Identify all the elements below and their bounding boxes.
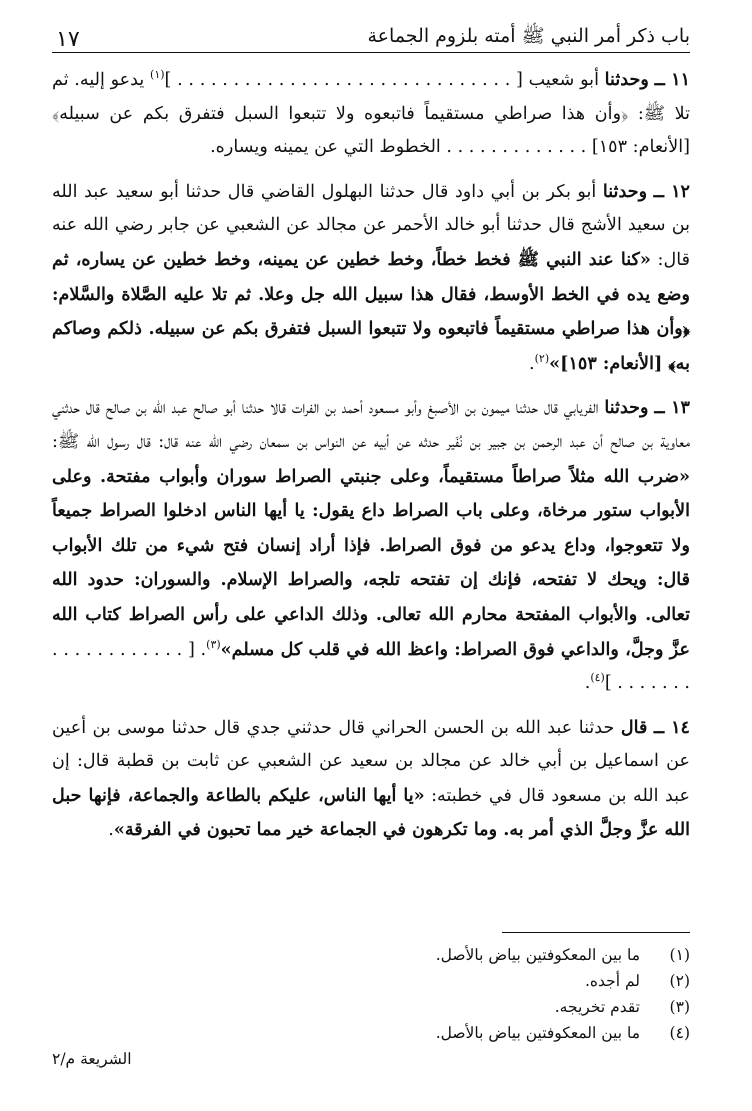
footnote-ref: (١) [150,68,165,82]
footnote-item [50,1020,690,1046]
book-page [52,20,690,1095]
footnote-number: (٤) [669,1024,690,1042]
hadith-lead-word: وحدثنا [604,69,649,90]
hadith-lead-word: وحدثنا [604,397,649,419]
page-body [52,63,690,848]
hadith-tail: . [584,673,591,694]
hadith-paragraph-12 [52,175,690,382]
footnote-ref: (٤) [590,671,605,685]
hadith-lead-word: قال [620,716,648,738]
hadith-isnad: الفريابي قال حدثنا ميمون بن الأصبغ وأبو مسعود أحمد بن الفرات قالا حدثنا أبو صالح عبد الله بن صالح قال حدثني معاوية بن صالح أن عبد الرحمن بن جبير بن نُفَير حدثه عن أبيه عن النواس بن سمعان رضي الله عنه قال: قال رسول الله ﷺ: [52,398,690,452]
footnote-item [50,942,690,968]
chapter-title: باب ذكر أمر النبي ﷺ أمته بلزوم الجماعة [367,25,690,47]
footnote-item [50,968,690,994]
footnote-number: (١) [669,946,690,964]
footnote-text: ما بين المعكوفتين بياض بالأصل. [435,1024,640,1042]
hadith-text: أبو شعيب [ . . . . . . . . . . . . . . . . . . . . . . . . . . . . . . ] [164,70,605,90]
page-number: ١٧ [56,27,80,52]
hadith-matn: «يا أيها الناس، عليكم بالطاعة والجماعة، فإنها حبل الله عزَّ وجلَّ الذي أمر به. وما تكرهون في الجماعة خير مما تحبون في الفرقة» [52,784,690,841]
hadith-number: ١٣ ــ [654,397,690,419]
footnote-text: تقدم تخريجه. [554,998,640,1016]
hadith-lead-word: وحدثنا [602,180,648,202]
hadith-text: يدعو إليه. ثم تلا ﷺ: ﴿وأن هذا صراطي مستقيماً فاتبعوه ولا تتبعوا السبل فتفرق بكم عن سبيله﴾ [الأنعام: ١٥٣] . . . . . . . . . . . . . الخطوط التي عن يمينه ويساره. [52,70,690,158]
hadith-tail: . [ . . . . . . . . . . . . . . . . . . . ] [52,639,690,694]
running-head [52,20,690,53]
footnotes [50,942,690,1046]
hadith-paragraph-14 [52,711,690,848]
hadith-tail: . [529,353,535,374]
footnote-item [50,994,690,1020]
hadith-number: ١٤ ــ [653,716,691,738]
hadith-paragraph-11 [52,63,690,165]
hadith-number: ١١ ــ [654,69,691,90]
hadith-tail: . [108,820,114,841]
footnote-number: (٣) [669,998,690,1016]
footnote-number: (٢) [669,972,690,990]
printer-signature: الشريعة م/٢ [52,1050,132,1068]
hadith-isnad: حدثنا عبد الله بن الحسن الحراني قال حدثني جدي قال حدثنا موسى بن أعين عن اسماعيل بن أبي خالد عن مجالد بن سعيد عن الشعبي عن ثابت بن قطبة قال: إن عبد الله بن مسعود قال في خطبته: [52,717,690,806]
hadith-matn: «كنا عند النبي ﷺ فخط خطاً، وخط خطين عن يمينه، وخط خطين عن يساره، ثم وضع يده في الخط الأوسط، فقال هذا سبيل الله جل وعلا. ثم تلا عليه الصَّلاة والسَّلام: ﴿وأن هذا صراطي مستقيماً فاتبعوه ولا تتبعوا السبل فتفرق بكم عن سبيله. ذلكم وصاكم به﴾ [الأنعام: ١٥٣]» [52,248,690,374]
footnote-ref: (٣) [206,637,221,651]
footnote-text: ما بين المعكوفتين بياض بالأصل. [435,946,640,964]
hadith-isnad: أبو بكر بن أبي داود قال حدثنا البهلول القاضي قال حدثنا أبو سعيد عبد الله بن سعيد الأشج قال حدثنا أبو خالد الأحمر عن مجالد عن الشعبي عن جابر رضي الله عنه قال: [52,181,690,270]
footnote-text: لم أجده. [584,972,640,990]
hadith-matn: «ضرب الله مثلاً صراطاً مستقيماً، وعلى جنبتي الصراط سوران وأبواب مفتحة. وعلى الأبواب ستور مرخاة، وعلى باب الصراط داع يقول: يا أيها الناس ادخلوا الصراط جميعاً ولا تتعوجوا، وداع يدعو من فوق الصراط. فإذا أراد إنسان فتح شيء من تلك الأبواب قال: ويحك لا تفتحه، فإنك إن تفتحه تلجه، والصراط الإسلام. والسوران: حدود الله تعالى. والأبواب المفتحة محارم الله تعالى. وذلك الداعي على رأس الصراط كتاب الله عزَّ وجلَّ، والداعي فوق الصراط: واعظ الله في قلب كل مسلم» [52,465,690,660]
hadith-number: ١٢ ــ [653,180,691,202]
footnote-separator [502,932,690,933]
footnote-ref: (٢) [534,351,550,365]
hadith-paragraph-13 [52,391,690,700]
